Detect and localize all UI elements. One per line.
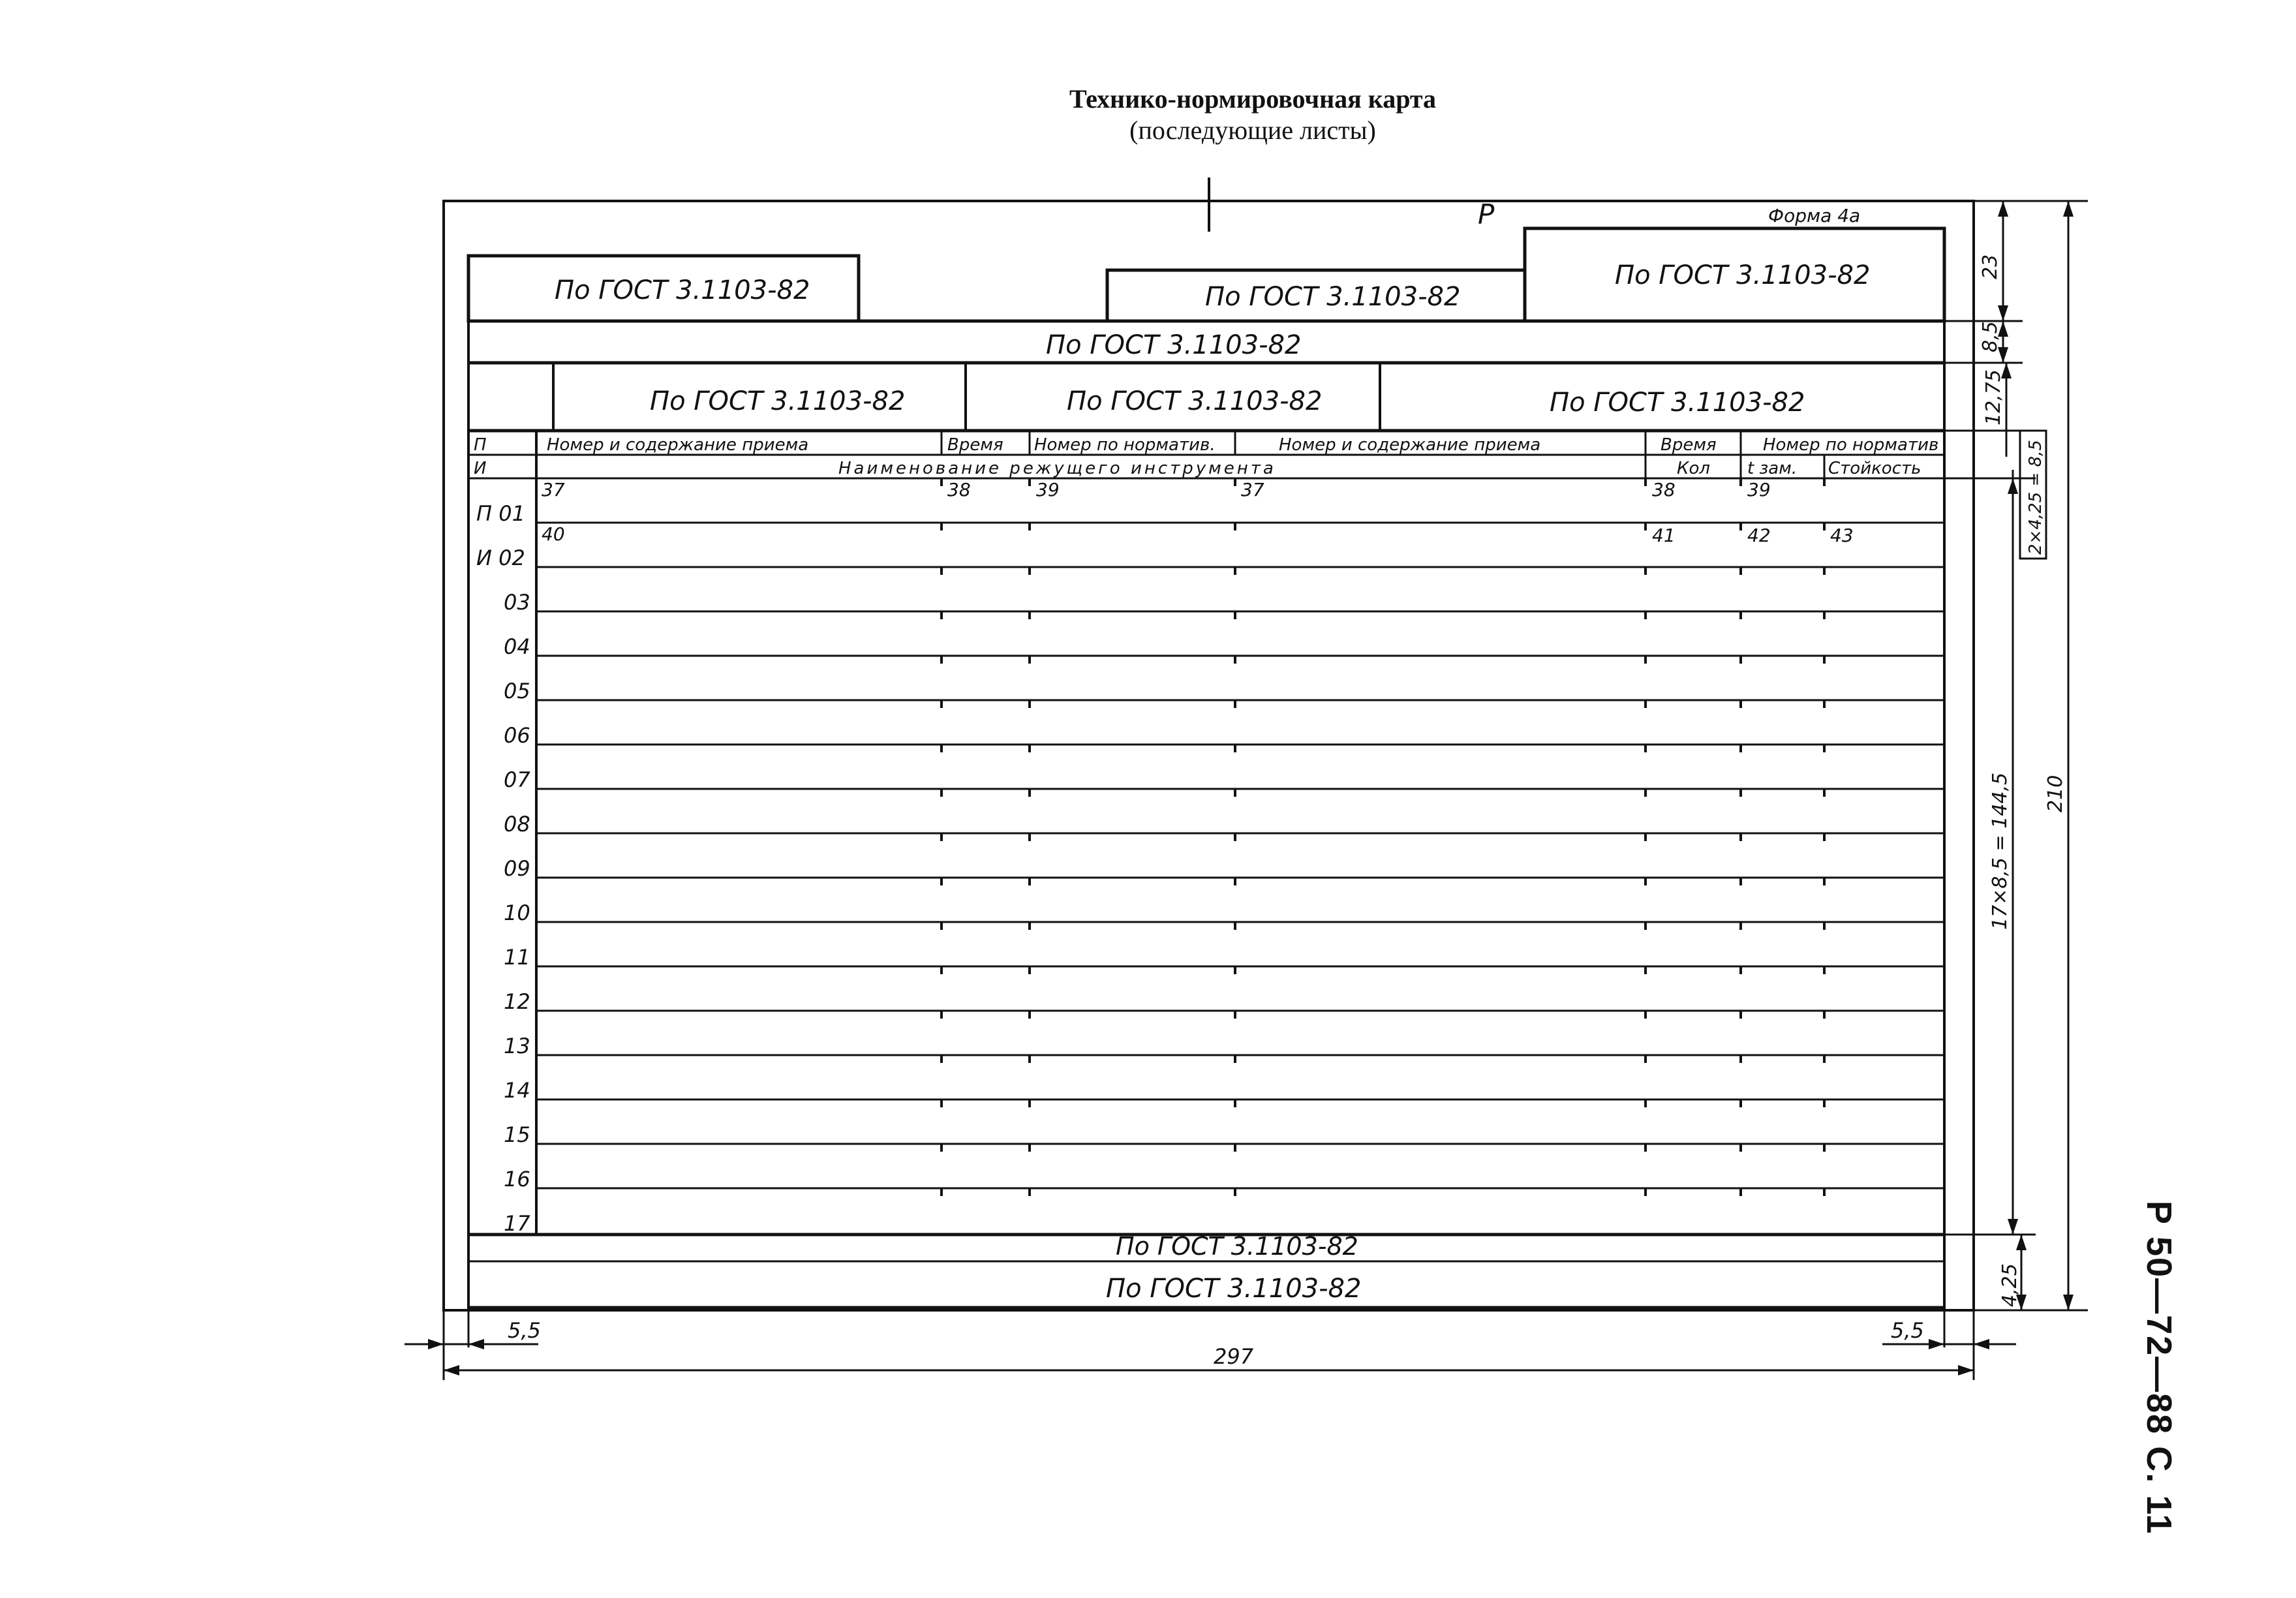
dim-2x425: 2×4,25 = 8,5 [2026, 440, 2045, 555]
row-label: 05 [504, 679, 530, 703]
header-i: И [474, 459, 487, 478]
gost-ref-top-right: По ГОСТ 3.1103-82 [1615, 260, 1871, 290]
row-label: 03 [504, 590, 530, 615]
dimension-lines-bottom [405, 1310, 2016, 1380]
dim-12-75: 12,75 [1982, 369, 2005, 425]
gost-ref-block-2: По ГОСТ 3.1103-82 [1067, 386, 1323, 416]
marker-37: 37 [542, 479, 565, 500]
dim-5-5-left: 5,5 [508, 1318, 541, 1343]
dim-297: 297 [1214, 1344, 1254, 1369]
header-norm-number: Номер по норматив. [1034, 435, 1216, 455]
row-markers [542, 479, 1854, 546]
gost-ref-top-left: По ГОСТ 3.1103-82 [555, 275, 810, 305]
marker-43: 43 [1830, 525, 1854, 546]
header-tool-name: Наименование режущего инструмента [838, 459, 1276, 478]
row-ticks [941, 478, 1824, 1196]
marker-40: 40 [542, 523, 565, 545]
dim-5-5-right: 5,5 [1891, 1318, 1924, 1343]
row-label: 11 [504, 945, 530, 970]
header-durability: Стойкость [1828, 459, 1921, 478]
gost-ref-block-1: По ГОСТ 3.1103-82 [650, 386, 906, 416]
header-qty: Кол [1677, 459, 1710, 478]
marker-41: 41 [1652, 525, 1676, 546]
dimension-lines-right [1944, 201, 2088, 1310]
page-title: Технико-нормировочная карта [1069, 84, 1437, 114]
header-time-2: Время [1661, 435, 1717, 455]
marker-42: 42 [1747, 525, 1771, 546]
gost-ref-band: По ГОСТ 3.1103-82 [1046, 330, 1302, 360]
header-p: П [474, 435, 487, 455]
row-label: 13 [504, 1034, 530, 1058]
gost-ref-block-3: По ГОСТ 3.1103-82 [1550, 388, 1805, 418]
page-subtitle: (последующие листы) [1129, 115, 1376, 145]
header-step-number: Номер и содержание приема [547, 435, 809, 455]
dim-210: 210 [2044, 775, 2067, 812]
page-code: Р 50—72—88 С. 11 [2139, 1201, 2179, 1535]
row-label: 15 [504, 1122, 530, 1147]
row-label: 04 [504, 634, 530, 659]
table-rows [536, 523, 1944, 1188]
row-label: 16 [504, 1167, 530, 1191]
marker-38: 38 [947, 479, 971, 500]
gost-ref-top-middle: По ГОСТ 3.1103-82 [1205, 282, 1461, 312]
row-label: 12 [504, 989, 530, 1014]
row-label: 10 [504, 900, 530, 925]
row-label: П 01 [476, 501, 525, 526]
header-t-zam: t зам. [1747, 459, 1798, 478]
row-label: 09 [504, 856, 530, 881]
dim-8-5: 8,5 [1979, 321, 2002, 352]
table-header-row1 [474, 435, 1938, 455]
row-label: 08 [504, 812, 530, 837]
form-label: Форма 4а [1768, 205, 1861, 226]
dim-23: 23 [1979, 254, 2002, 279]
dim-4-25: 4,25 [1998, 1263, 2021, 1307]
marker-38-b: 38 [1652, 479, 1676, 500]
header-time: Время [947, 435, 1003, 455]
dimension-arrows-right [1998, 201, 2074, 1310]
row-label: 14 [504, 1078, 530, 1103]
dimension-labels-right [1979, 254, 2067, 1307]
gost-ref-lower-band: По ГОСТ 3.1103-82 [1116, 1232, 1358, 1261]
marker-37-b: 37 [1241, 479, 1264, 500]
header-step-number-2: Номер и содержание приема [1279, 435, 1541, 455]
table-header-row2 [474, 459, 1921, 478]
marker-39: 39 [1036, 479, 1060, 500]
dimension-labels-bottom [508, 1318, 1924, 1369]
gost-ref-bottom: По ГОСТ 3.1103-82 [1106, 1274, 1362, 1304]
row-label: 17 [504, 1211, 530, 1236]
row-label: И 02 [476, 545, 525, 570]
p-letter: Р [1478, 198, 1495, 230]
row-label: 07 [504, 767, 530, 792]
row-label: 06 [504, 723, 530, 748]
dim-17x85: 17×8,5 = 144,5 [1989, 772, 2012, 930]
row-labels [476, 501, 530, 1236]
header-norm-number-2: Номер по норматив [1763, 435, 1939, 455]
marker-39-b: 39 [1747, 479, 1771, 500]
